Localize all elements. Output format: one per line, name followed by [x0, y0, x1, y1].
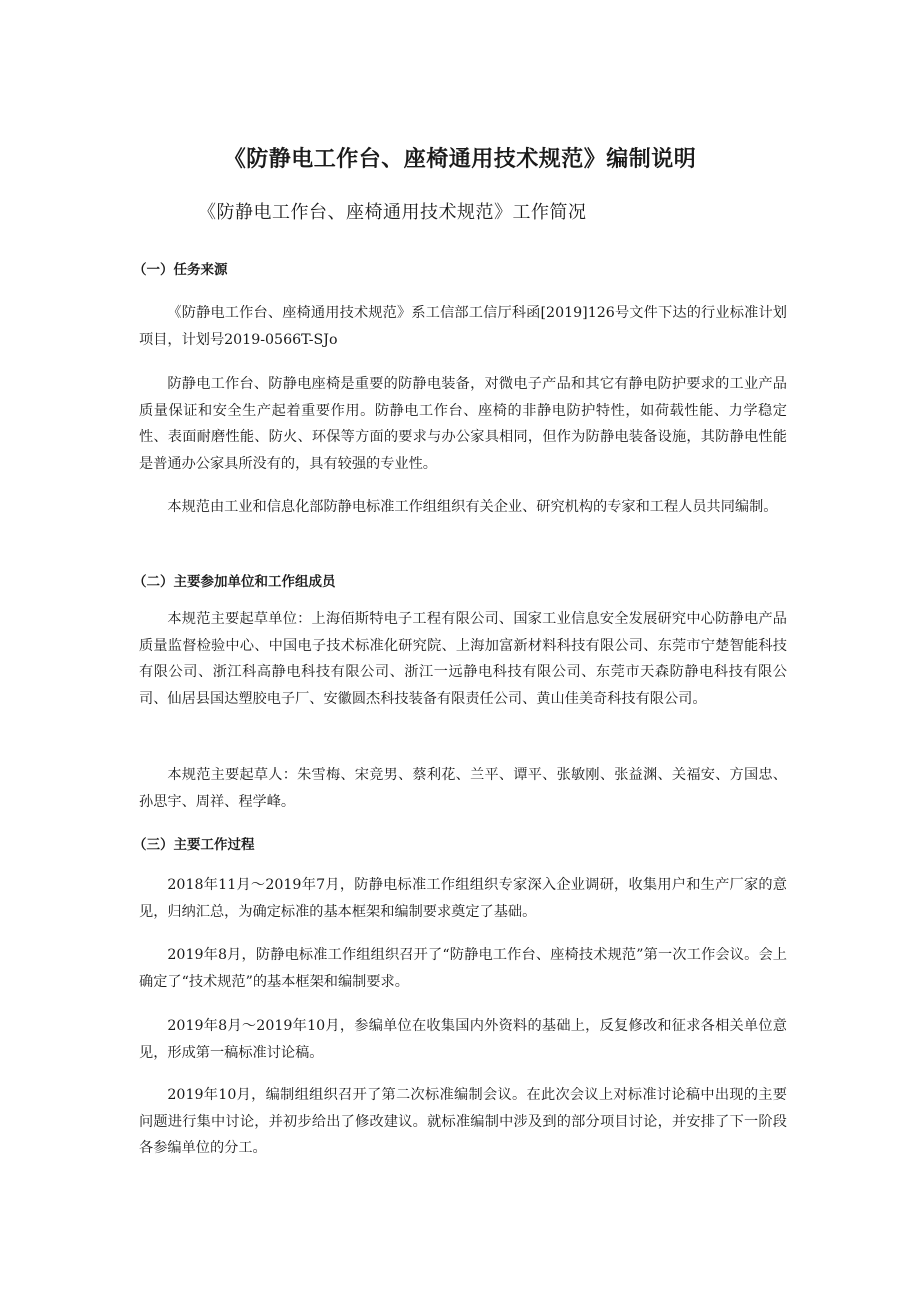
paragraph: 本规范主要起草单位：上海佰斯特电子工程有限公司、国家工业信息安全发展研究中心防静电产品质量监督检验中心、中国电子技术标准化研究院、上海加富新材料科技有限公司、东莞市宁楚智能科技有限公司、浙江科高静电科技有限公司、浙江一远静电科技有限公司、东莞市天森防静电科技有限公司、仙居县国达塑胶电子厂、安徽圆杰科技装备有限责任公司、黄山佳美奇科技有限公司。	[139, 611, 787, 707]
paragraph: 本规范由工业和信息化部防静电标准工作组组织有关企业、研究机构的专家和工程人员共同编制。	[167, 499, 778, 515]
paragraph: 《防静电工作台、座椅通用技术规范》系工信部工信厅科函[2019]126号文件下达的行业标准计划项目，计划号2019-0566T-SJo	[139, 305, 787, 348]
document-title: 《防静电工作台、座椅通用技术规范》编制说明	[223, 147, 697, 172]
paragraph: 2019年8月，防静电标准工作组组织召开了“防静电工作台、座椅技术规范”第一次工作会议。会上确定了“技术规范”的基本框架和编制要求。	[139, 947, 787, 990]
paragraph: 2019年8月～2019年10月，参编单位在收集国内外资料的基础上，反复修改和征求各相关单位意见，形成第一稿标准讨论稿。	[139, 1018, 787, 1061]
paragraph: 防静电工作台、防静电座椅是重要的防静电装备，对微电子产品和其它有静电防护要求的工业产品质量保证和安全生产起着重要作用。防静电工作台、座椅的非静电防护特性，如荷载性能、力学稳定性、表面耐磨性能、防火、环保等方面的要求与办公家具相同，但作为防静电装备设施，其防静电性能是普通办公家具所没有的，具有较强的专业性。	[139, 376, 787, 472]
section-heading-participants: （二）主要参加单位和工作组成员	[133, 574, 336, 590]
paragraph: 2018年11月～2019年7月，防静电标准工作组组织专家深入企业调研，收集用户和生产厂家的意见，归纳汇总，为确定标准的基本框架和编制要求奠定了基础。	[139, 877, 787, 920]
paragraph: 本规范主要起草人：朱雪梅、宋竞男、蔡利花、兰平、谭平、张敏刚、张益渊、关福安、方国忠、孙思宇、周祥、程学峰。	[139, 767, 787, 810]
paragraph: 2019年10月，编制组组织召开了第二次标准编制会议。在此次会议上对标准讨论稿中出现的主要问题进行集中讨论，并初步给出了修改建议。就标准编制中涉及到的部分项目讨论，并安排了下一阶段各参编单位的分工。	[139, 1087, 787, 1156]
document-subtitle: 《防静电工作台、座椅通用技术规范》工作简况	[198, 202, 587, 223]
section-heading-task-source: （一）任务来源	[133, 262, 228, 278]
section-heading-work-process: （三）主要工作过程	[133, 837, 255, 853]
